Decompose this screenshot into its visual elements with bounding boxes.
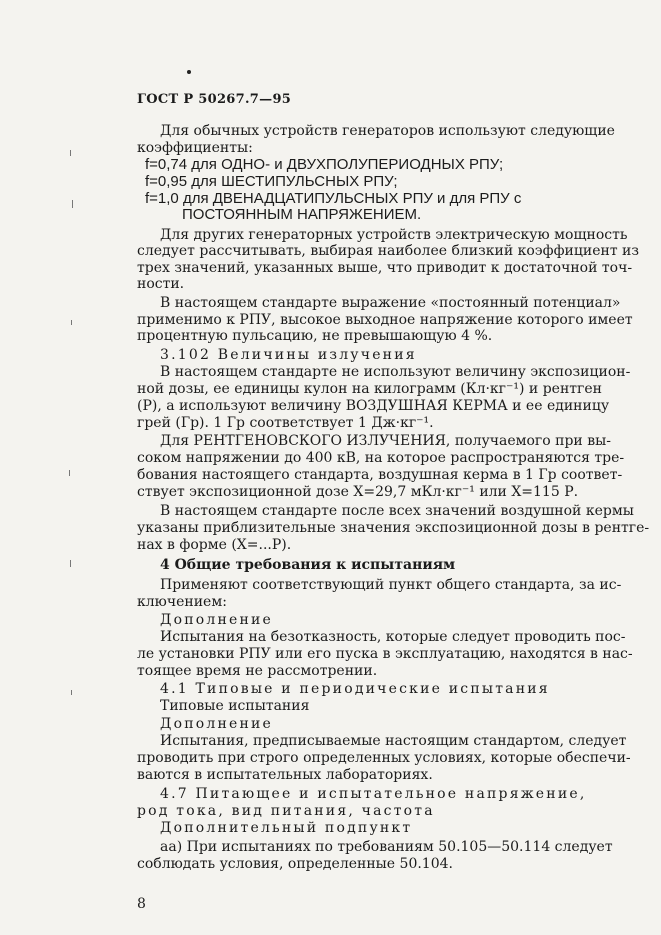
text-line: бования настоящего стандарта, воздушная керма в 1 Гр соответ- [137,467,623,483]
text-line: проводить при строго определенных условиях, которые обеспечи- [137,750,631,766]
text-line: Испытания на безотказность, которые следует проводить пос- [160,629,626,645]
text-line: аа) При испытаниях по требованиям 50.105—50.114 следует [160,839,613,855]
text-line: нах в форме (X=...Р). [137,537,292,553]
text-line: ствует экспозиционной дозе X=29,7 мКл·кг⁻¹ или X=115 Р. [137,484,579,500]
scan-mark [72,200,73,208]
subheading: Дополнение [160,612,274,628]
subheading: Дополнение [160,716,274,732]
text-line: коэффициенты: [137,140,253,156]
text-line: f=0,95 для ШЕСТИПУЛЬСНЫХ РПУ; [145,173,398,190]
text-line: соком напряжении до 400 кВ, на которое распространяются тре- [137,450,625,466]
text-line: Типовые испытания [160,698,310,714]
text-line: ваются в испытательных лабораториях. [137,767,433,783]
text-line: Для других генераторных устройств электрическую мощность [160,227,628,243]
text-line: В настоящем стандарте выражение «постоянный потенциал» [160,295,621,311]
text-line: ле установки РПУ или его пуска в эксплуатацию, находятся в нас- [137,646,633,662]
text-line: трех значений, указанных выше, что приводит к достаточной точ- [137,260,633,276]
scan-mark [71,320,72,325]
text-line: Применяют соответствующий пункт общего стандарта, за ис- [160,577,622,593]
scan-mark [71,690,72,695]
text-line: f=0,74 для ОДНО- и ДВУХПОЛУПЕРИОДНЫХ РПУ; [145,156,504,173]
text-line: указаны приблизительные значения экспозиционной дозы в рентге- [137,520,650,536]
text-line: (Р), а используют величину ВОЗДУШНАЯ КЕРМА и ее единицу [137,398,610,414]
text-line: В настоящем стандарте после всех значений воздушной кермы [160,503,634,519]
text-line: ной дозы, ее единицы кулон на килограмм (Кл·кг⁻¹) и рентген [137,381,602,397]
section-heading: 3.102 Величины излучения [160,347,417,363]
subheading: Дополнительный подпункт [160,820,413,836]
scan-mark [69,470,70,476]
text-line: Для обычных устройств генераторов используют следующие [160,123,615,139]
text-line: В настоящем стандарте не используют величину экспозицион- [160,364,631,380]
text-line: ности. [137,276,185,292]
section-heading: род тока, вид питания, частота [137,803,435,819]
section-heading: 4.1 Типовые и периодические испытания [160,681,550,697]
section-heading: 4 Общие требования к испытаниям [160,557,456,573]
ink-dot [187,70,191,74]
text-line: ПОСТОЯННЫМ НАПРЯЖЕНИЕМ. [182,206,422,223]
text-line: грей (Гр). 1 Гр соответствует 1 Дж·кг⁻¹. [137,415,434,431]
scan-mark [70,560,71,567]
document-header-title: ГОСТ Р 50267.7—95 [137,92,292,107]
text-line: тоящее время не рассмотрении. [137,663,378,679]
scan-mark [70,150,71,156]
section-heading: 4.7 Питающее и испытательное напряжение, [160,786,587,802]
text-line: Для РЕНТГЕНОВСКОГО ИЗЛУЧЕНИЯ, получаемого при вы- [160,433,611,449]
text-line: f=1,0 для ДВЕНАДЦАТИПУЛЬСНЫХ РПУ и для РПУ с [145,190,522,207]
text-line: Испытания, предписываемые настоящим стандартом, следует [160,733,627,749]
text-line: применимо к РПУ, высокое выходное напряжение которого имеет [137,312,633,328]
text-line: следует рассчитывать, выбирая наиболее близкий коэффициент из [137,243,640,259]
text-line: соблюдать условия, определенные 50.104. [137,856,453,872]
page-number: 8 [137,896,146,912]
text-line: ключением: [137,594,227,610]
text-line: процентную пульсацию, не превышающую 4 %. [137,328,493,344]
